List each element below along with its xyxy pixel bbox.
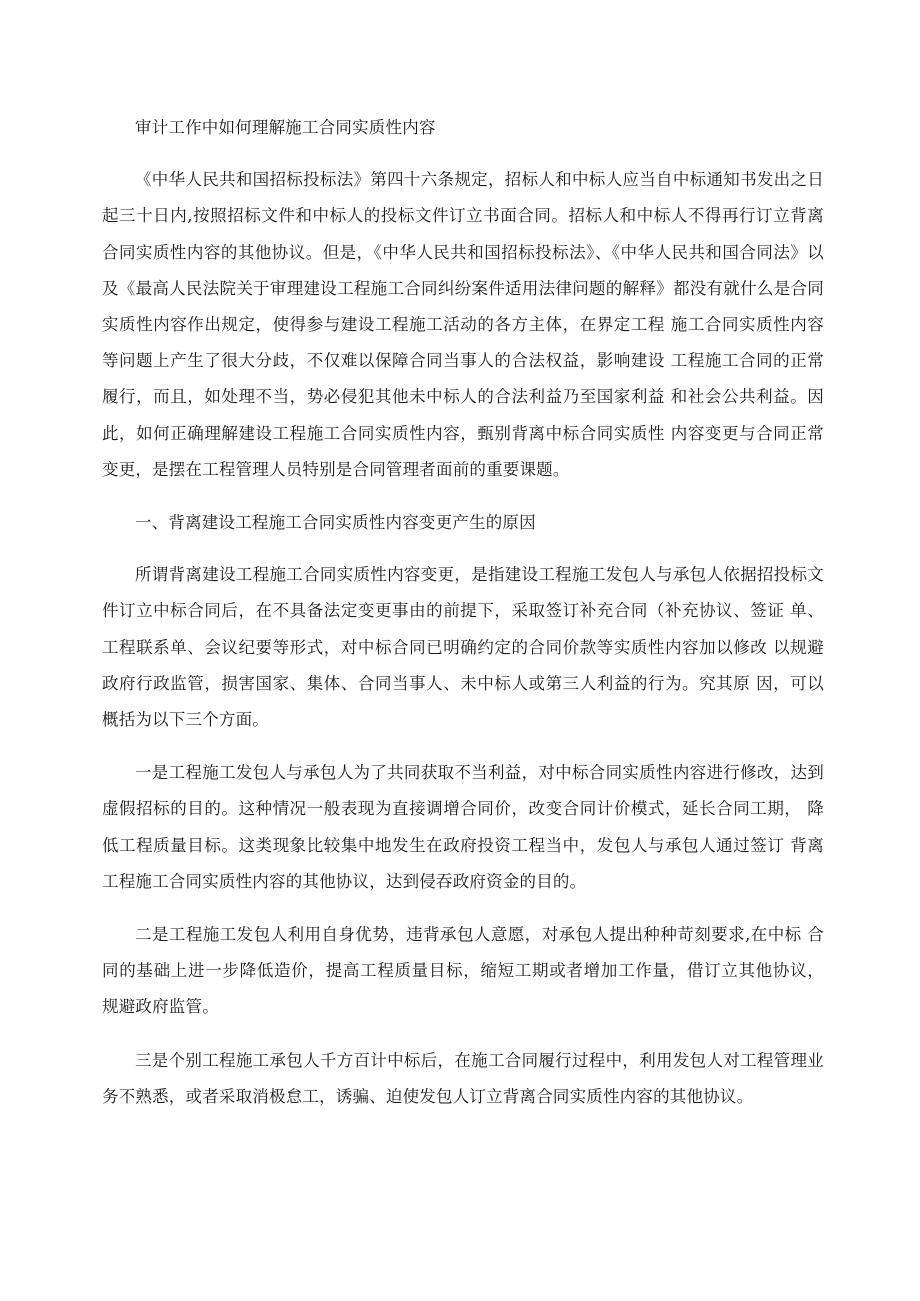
section-heading-causes: 一、背离建设工程施工合同实质性内容变更产生的原因 [135, 513, 536, 533]
document-body [102, 110, 824, 1115]
document-title: 审计工作中如何理解施工合同实质性内容 [135, 118, 436, 137]
paragraph-definition: 所谓背离建设工程施工合同实质性内容变更，是指建设工程施工发包人与承包人依据招投标文件订立中标合同后，在不具备法定变更事由的前提下，采取签订补充合同（补充协议、签证 单、工程联系单、会议纪要等形式，对中标合同已明确约定的合同价款等实质性内容加以修改 以规避政府行政监管，损害国家、集体、合同当事人、未中标人或第三人利益的行为。究其原 因，可以概括为以下三个方面。 [102, 565, 824, 730]
paragraph-cause-two: 二是工程施工发包人利用自身优势，违背承包人意愿，对承包人提出种种苛刻要求,在中标 合同的基础上进一步降低造价，提高工程质量目标，缩短工期或者增加工作量，借订立其他协议， 规避政府监管。 [102, 925, 824, 1017]
paragraph-cause-three: 三是个别工程施工承包人千方百计中标后，在施工合同履行过程中，利用发包人对工程管理业务不熟悉，或者采取消极怠工，诱骗、迫使发包人订立背离合同实质性内容的其他协议。 [102, 1050, 824, 1106]
paragraph-law-background: 《中华人民共和国招标投标法》第四十六条规定，招标人和中标人应当自中标通知书发出之日起三十日内,按照招标文件和中标人的投标文件订立书面合同。招标人和中标人不得再行订立背离合同实质性内容的其他协议。但是，《中华人民共和国招标投标法》、《中华人民共和国合同法》以及《最高人民法院关于审理建设工程施工合同纠纷案件适用法律问题的解释》都没有就什么是合同实质性内容作出规定，使得参与建设工程施工活动的各方主体，在界定工程 施工合同实质性内容等问题上产生了很大分歧，不仅难以保障合同当事人的合法权益，影响建设 工程施工合同的正常履行，而且，如处理不当，势必侵犯其他未中标人的合法利益乃至国家利益 和社会公共利益。因此，如何正确理解建设工程施工合同实质性内容，甄别背离中标合同实质性 内容变更与合同正常变更，是摆在工程管理人员特别是合同管理者面前的重要课题。 [102, 170, 824, 479]
paragraph-cause-one: 一是工程施工发包人与承包人为了共同获取不当利益，对中标合同实质性内容进行修改，达到虚假招标的目的。这种情况一般表现为直接调增合同价，改变合同计价模式，延长合同工期， 降低工程质量目标。这类现象比较集中地发生在政府投资工程当中，发包人与承包人通过签订 背离工程施工合同实质性内容的其他协议，达到侵吞政府资金的目的。 [102, 763, 824, 891]
